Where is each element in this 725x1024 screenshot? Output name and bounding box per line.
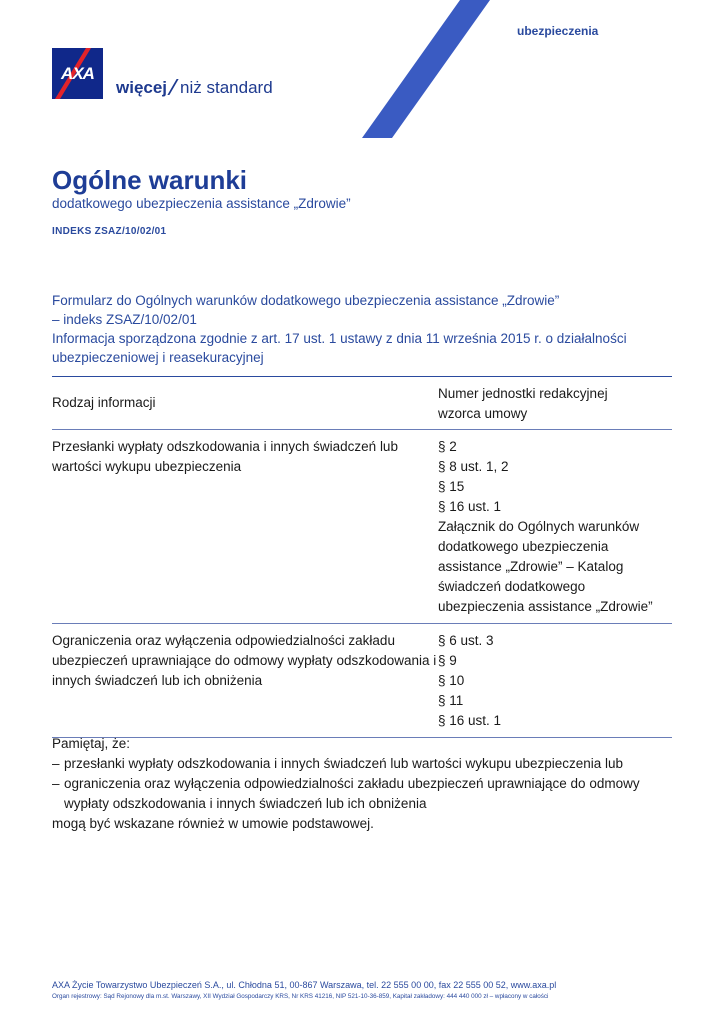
- row-ref: § 2: [438, 439, 457, 454]
- header-col-type: Rodzaj informacji: [52, 395, 156, 410]
- row-label-line: Przesłanki wypłaty odszkodowania i innych świadczeń: [52, 439, 377, 454]
- table-row: [52, 430, 672, 623]
- logo-text: AXA: [61, 64, 94, 83]
- row-ref: § 6 ust. 3: [438, 633, 494, 648]
- row-label-line: Ograniczenia oraz wyłączenia odpowiedzialności: [52, 633, 345, 648]
- row-ref: § 8 ust. 1, 2: [438, 459, 509, 474]
- bullet-dash: –: [52, 776, 60, 791]
- intro-line-2: – indeks ZSAZ/10/02/01: [52, 312, 197, 327]
- bullet-dash: –: [52, 756, 60, 771]
- slogan-rest: niż standard: [180, 78, 273, 97]
- row-label-line: zakładu ubezpieczeń uprawniające do odmowy: [52, 633, 395, 668]
- remember-bullet-text: ograniczenia oraz wyłączenia odpowiedzialności zakładu ubezpieczeń uprawniające do odmowy wypłaty odszkodowania i innych świadczeń lub ich obniżenia: [64, 776, 640, 811]
- row-label: [52, 631, 438, 731]
- document-subtitle: dodatkowego ubezpieczenia assistance „Zdrowie”: [52, 196, 351, 211]
- axa-logo: [52, 48, 103, 99]
- remember-closing: mogą być wskazane również w umowie podstawowej.: [52, 816, 374, 831]
- table-row: [52, 624, 672, 737]
- slogan: [116, 78, 273, 98]
- row-ref: § 16 ust. 1: [438, 499, 502, 514]
- document-title: Ogólne warunki: [52, 165, 248, 195]
- header-col-unit-line-1: Numer jednostki redakcyjnej: [438, 386, 608, 401]
- row-label-line: lub wartości wykupu ubezpieczenia: [52, 439, 398, 474]
- row-ref: § 16 ust. 1: [438, 713, 502, 728]
- header-col-unit-line-2: wzorca umowy: [438, 406, 528, 421]
- intro-line-1: Formularz do Ogólnych warunków dodatkowego ubezpieczenia assistance „Zdrowie”: [52, 293, 560, 308]
- remember-intro: Pamiętaj, że:: [52, 736, 131, 751]
- category-label: ubezpieczenia: [517, 24, 599, 38]
- row-label-line: wypłaty odszkodowania i innych świadczeń: [52, 653, 437, 688]
- table-header-row: [52, 377, 672, 429]
- remember-block: [52, 734, 682, 834]
- row-refs: [438, 437, 672, 617]
- row-ref: § 15: [438, 479, 465, 494]
- header-col-unit: [438, 384, 672, 424]
- remember-bullet: [52, 774, 682, 814]
- decorative-stripe: [0, 0, 725, 140]
- row-ref: § 11: [438, 693, 464, 708]
- footer-registry: Organ rejestrowy: Sąd Rejonowy dla m.st. Warszawy, XII Wydział Gospodarczy KRS, Nr KRS 41216, NIP 521-10-36-859, Kapitał zakładowy: 444 440 000 zł – wpłacony w całości: [52, 993, 549, 1000]
- row-label: [52, 437, 438, 617]
- row-ref: Załącznik do Ogólnych warunków dodatkowego ubezpieczenia assistance „Zdrowie” – Katalog świadczeń dodatkowego ubezpieczenia assistance „Zdrowie”: [438, 519, 653, 614]
- remember-bullet-text: przesłanki wypłaty odszkodowania i innych świadczeń lub wartości wykupu ubezpieczenia lub: [64, 756, 624, 771]
- slogan-bold: więcej: [116, 78, 168, 97]
- row-ref: § 10: [438, 673, 465, 688]
- intro-block: [52, 291, 682, 367]
- row-label-line: lub ich obniżenia: [161, 673, 263, 688]
- intro-line-3: Informacja sporządzona zgodnie z art. 17 ust. 1 ustawy z dnia 11 września 2015 r. o działalności ubezpieczeniowej i reasekuracyjnej: [52, 331, 627, 365]
- row-ref: § 9: [438, 653, 457, 668]
- info-table: [52, 376, 672, 738]
- document-index: INDEKS ZSAZ/10/02/01: [52, 226, 167, 237]
- slogan-slash-icon: [167, 79, 178, 95]
- row-refs: [438, 631, 672, 731]
- remember-bullet: [52, 754, 682, 774]
- footer-company: AXA Życie Towarzystwo Ubezpieczeń S.A., ul. Chłodna 51, 00-867 Warszawa, tel. 22 555 00 00, fax 22 555 00 52, www.axa.pl: [52, 980, 557, 990]
